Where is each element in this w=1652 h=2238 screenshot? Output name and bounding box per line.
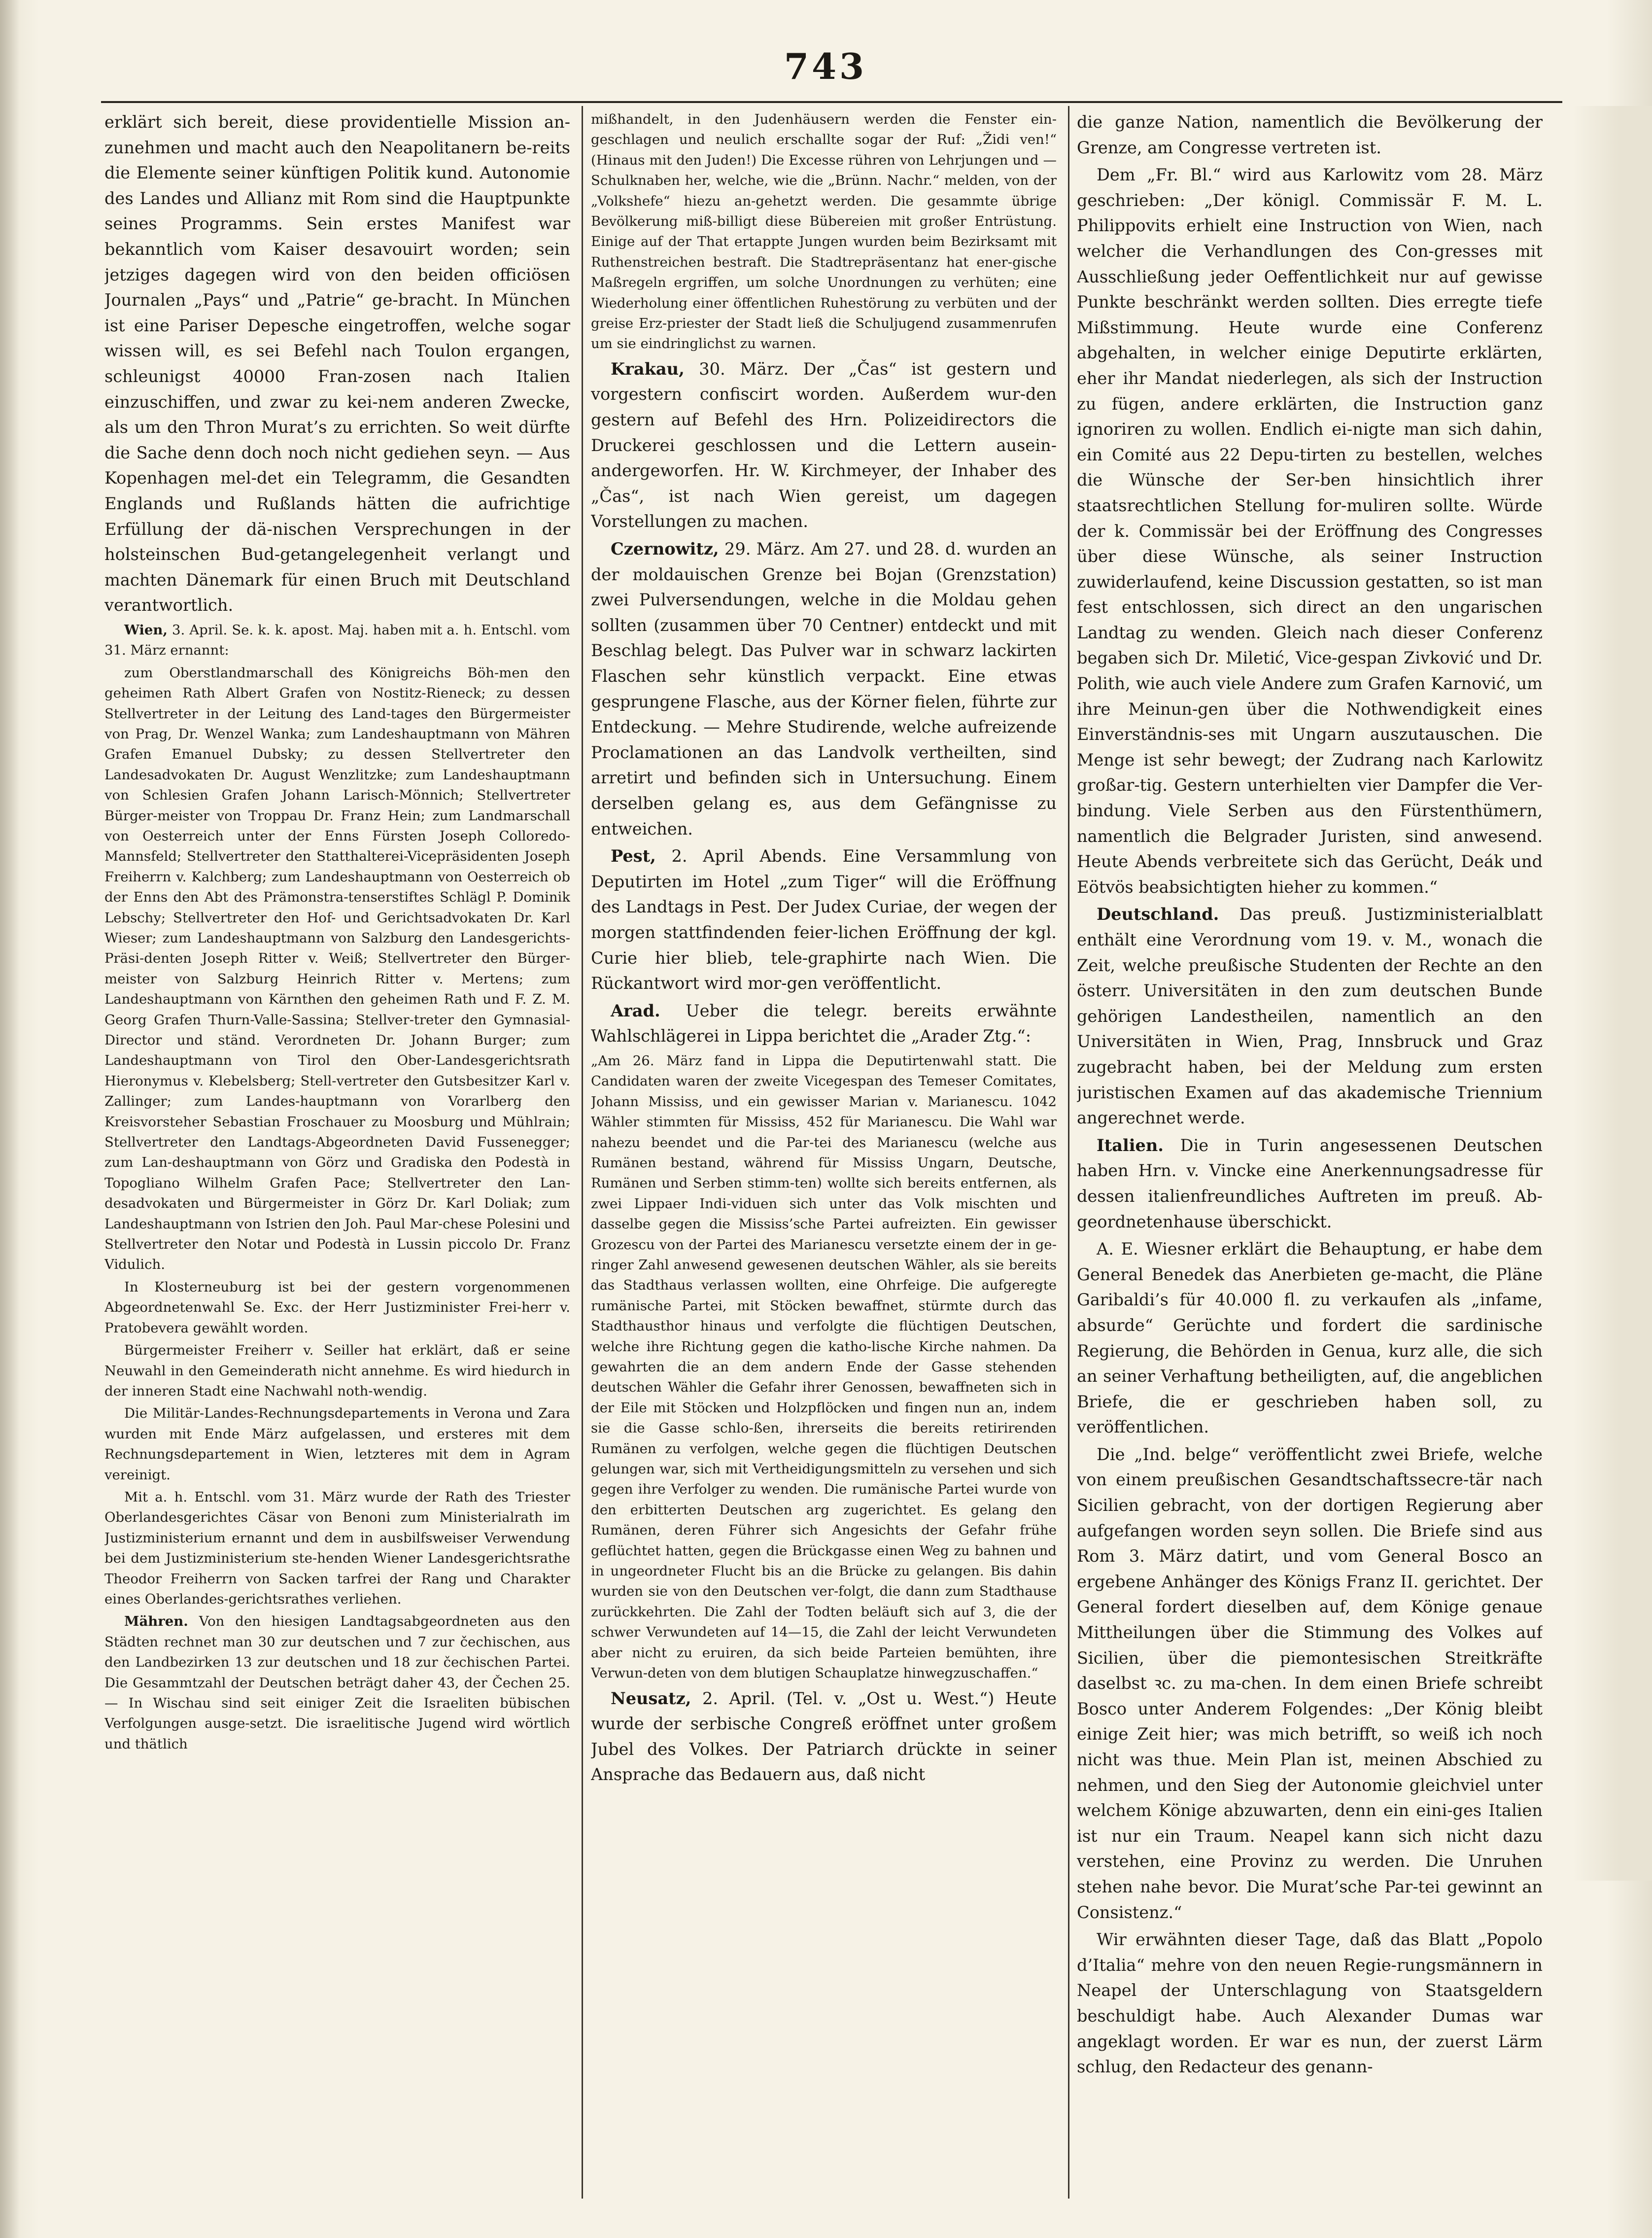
article-paragraph (1077, 1133, 1543, 1234)
paragraph-text: Ueber die telegr. bereits erwähnte Wahlschlägerei in Lippa berichtet die „Arader Ztg.“: (591, 1001, 1057, 1046)
header-rule (101, 101, 1562, 103)
paragraph-text: Mit a. h. Entschl. vom 31. März wurde der Rath des Triester Oberlandesgerichtes Cäsar von Benoni zum Ministerialrath im Justizministerium ernannt und dem in ausbilfsweiser Verwendung bei dem Justizministerium ste-henden Wiener Landesgerichtsrathe Theodor Freiherrn von Sacken tarfrei der Rang und Charakter eines Oberlandes-gerichtsrathes verliehen. (104, 1489, 570, 1607)
article-paragraph (1077, 1442, 1543, 1925)
article-paragraph (1077, 162, 1543, 900)
column-divider-2 (1068, 106, 1069, 2199)
dateline: Wien, (124, 622, 168, 638)
paragraph-text: erklärt sich bereit, diese providentielle Mission an-zunehmen und macht auch den Neapolitanern be-reits die Elemente seiner künftigen Politik kund. Autonomie des Landes und Allianz mit Rom sind die Hauptpunkte seines Programms. Sein erstes Manifest war bekanntlich vom Kaiser desavouirt worden; sein jetziges dagegen wird von den beiden officiösen Journalen „Pays“ und „Patrie“ ge-bracht. In München ist eine Pariser Depesche eingetroffen, welche sogar wissen will, es sei Befehl nach Toulon ergangen, schleunigst 40000 Fran-zosen nach Italien einzuschiffen, und zwar zu kei-nem anderen Zwecke, als um den Thron Murat’s zu errichten. So weit dürfte die Sache denn doch noch nicht gediehen seyn. — Aus Kopenhagen mel-det ein Telegramm, die Gesandten Englands und Rußlands hätten die aufrichtige Erfüllung der dä-nischen Versprechungen in der holsteinschen Bud-getangelegenheit verlangt und machten Dänemark für einen Bruch mit Deutschland verantwortlich. (104, 112, 570, 615)
article-paragraph (591, 843, 1057, 996)
article-paragraph (591, 1686, 1057, 1787)
dateline: Krakau, (611, 358, 685, 379)
article-paragraph (104, 1487, 570, 1609)
article-paragraph (591, 109, 1057, 354)
article-paragraph (104, 109, 570, 618)
article-paragraph (591, 1051, 1057, 1684)
article-paragraph (104, 620, 570, 661)
text-column-3 (1077, 109, 1543, 2204)
paragraph-text: zum Oberstlandmarschall des Königreichs Böh-men den geheimen Rath Albert Grafen von Nostitz-Rieneck; zu dessen Stellvertreter in der Leitung des Land-tages den Bürgermeister von Prag, Dr. Wenzel Wanka; zum Landeshauptmann von Mähren Grafen Emanuel Dubsky; zu dessen Stellvertreter den Landesadvokaten Dr. August Wenzlitzke; zum Landeshauptmann von Schlesien Grafen Johann Larisch-Mönnich; Stellvertreter Bürger-meister von Troppau Dr. Franz Hein; zum Landmarschall von Oesterreich unter der Enns Fürsten Joseph Colloredo-Mannsfeld; Stellvertreter den Statthalterei-Vicepräsidenten Joseph Freiherrn v. Kalchberg; zum Landeshauptmann von Oesterreich ob der Enns den Abt des Prämonstra-tenserstiftes Schlägl P. Dominik Lebschy; Stellvertreter den Hof- und Gerichtsadvokaten Dr. Karl Wieser; zum Landeshauptmann von Salzburg den Landesgerichts-Präsi-denten Joseph Ritter v. Weiß; Stellvertreter den Bürger-meister von Salzburg Heinrich Ritter v. Mertens; zum Landeshauptmann von Kärnthen den geheimen Rath und F. Z. M. Georg Grafen Thurn-Valle-Sassina; Stellver-treter den Gymnasial-Director und ständ. Verordneten Dr. Johann Burger; zum Landeshauptmann von Tirol den Ober-Landesgerichtsrath Hieronymus v. Klebelsberg; Stell-vertreter den Gutsbesitzer Karl v. Zallinger; zum Landes-hauptmann von Vorarlberg den Kreisvorsteher Sebastian Froschauer zu Moosburg und Mühlrain; Stellvertreter den Landtags-Abgeordneten David Fussenegger; zum Lan-deshauptmann von Görz und Gradiska den Podestà in Topogliano Wilhelm Grafen Pace; Stellvertreter den Lan-desadvokaten und Bürgermeister in Görz Dr. Karl Doliak; zum Landeshauptmann von Istrien den Joh. Paul Mar-chese Polesini und Stellvertreter den Notar und Podestà in Lussin piccolo Dr. Franz Vidulich. (104, 664, 570, 1273)
paragraph-text: Die in Turin angesessenen Deutschen haben Hrn. v. Vincke eine Anerkennungsadresse für dessen italienfreundliches Auftreten im preuß. Ab-geordnetenhause überschickt. (1077, 1135, 1543, 1231)
article-paragraph (104, 1611, 570, 1754)
article-paragraph (104, 1403, 570, 1485)
paragraph-text: Bürgermeister Freiherr v. Seiller hat erklärt, daß er seine Neuwahl in den Gemeinderath nicht annehme. Es wird hiedurch in der inneren Stadt eine Nachwahl noth-wendig. (104, 1342, 570, 1399)
dateline: Czernowitz, (611, 539, 719, 559)
paragraph-text: Die Militär-Landes-Rechnungsdepartements in Verona und Zara wurden mit Ende März aufgelassen, und ersteres mit dem Rechnungsdepartement in Wien, letzteres mit dem in Agram vereinigt. (104, 1405, 570, 1483)
article-paragraph (591, 356, 1057, 534)
paragraph-text: A. E. Wiesner erklärt die Behauptung, er habe dem General Benedek das Anerbieten ge-macht, die Pläne Garibaldi’s für 40.000 fl. zu verkaufen als „infame, absurde“ Gerüchte und fordert die sardinische Regierung, die Behörden in Genua, kurz alle, die sich an seiner Verhaftung betheiligten, auf, die angeblichen Briefe, die er geschrieben haben soll, zu veröffentlichen. (1077, 1239, 1543, 1437)
dateline: Pest, (611, 846, 656, 866)
dateline: Deutschland. (1097, 904, 1219, 924)
article-paragraph (1077, 109, 1543, 160)
paragraph-text: 30. März. Der „Čas“ ist gestern und vorgestern confiscirt worden. Außerdem wur-den gestern auf Befehl des Hrn. Polizeidirectors die Druckerei geschlossen und die Lettern ausein-andergeworfen. Hr. W. Kirchmeyer, der Inhaber des „Čas“, ist nach Wien gereist, um dagegen Vorstellungen zu machen. (591, 359, 1057, 531)
article-paragraph (591, 536, 1057, 841)
dateline: Italien. (1097, 1135, 1164, 1155)
paragraph-text: mißhandelt, in den Judenhäusern werden die Fenster ein-geschlagen und neulich erschallte sogar der Ruf: „Židi ven!“ (Hinaus mit den Juden!) Die Excesse rühren von Lehrjungen und — Schulknaben her, welche, wie die „Brünn. Nachr.“ melden, von der „Volkshefe“ hiezu an-gehetzt werden. Die gesammte übrige Bevölkerung miß-billigt diese Bübereien mit großer Entrüstung. Einige auf der That ertappte Jungen wurden beim Bezirksamt mit Ruthenstreichen bestraft. Die Stadtrepräsentanz hat ener-gische Maßregeln ergriffen, um solche Unordnungen zu verhüten; eine Wiederholung einer öffentlichen Ruhestörung zu verbüten und der greise Erz-priester der Stadt ließ die Schuljugend zusammenrufen um sie eindringlichst zu warnen. (591, 111, 1057, 352)
facing-page-edge (1572, 106, 1652, 1881)
article-paragraph (1077, 902, 1543, 1130)
paragraph-text: 2. April Abends. Eine Versammlung von Deputirten im Hotel „zum Tiger“ will die Eröffnung des Landtags in Pest. Der Judex Curiae, der wegen der morgen stattfindenden feier-lichen Eröffnung der kgl. Curie hier blieb, tele-graphirte nach Wien. Die Rückantwort wird mor-gen veröffentlicht. (591, 846, 1057, 993)
dateline: Arad. (611, 1000, 660, 1020)
binding-shadow (0, 0, 20, 2238)
paragraph-text: Dem „Fr. Bl.“ wird aus Karlowitz vom 28. März geschrieben: „Der königl. Commissär F. M. L. Philippovits erhielt eine Instruction von Wien, nach welcher die Verhandlungen des Con-gresses mit Ausschließung jeder Oeffentlichkeit nur auf gewisse Punkte beschränkt werden sollten. Dies erregte tiefe Mißstimmung. Heute wurde eine Conferenz abgehalten, in welcher einige Deputirte erklärten, eher ihr Mandat niederlegen, als sich der Instruction zu fügen, andere erklärten, die Instruction ganz ignoriren zu wollen. Endlich ei-nigte man sich dahin, ein Comité aus 22 Depu-tirten zu bestellen, welches die Wünsche der Ser-ben hinsichtlich ihrer staatsrechtlichen Stellung for-muliren sollte. Würde der k. Commissär bei der Eröffnung des Congresses über diese Wünsche, als seiner Instruction zuwiderlaufend, keine Discussion gestatten, so ist man fest entschlossen, sich direct an den ungarischen Landtag zu wenden. Gleich nach dieser Conferenz begaben sich Dr. Miletić, Vice-gespan Zivković und Dr. Polith, wie auch viele Andere zum Grafen Karnović, um ihre Meinun-gen über die Nothwendigkeit eines Einverständnis-ses mit Ungarn auszutauschen. Die Menge ist sehr bewegt; der Zudrang nach Karlowitz großar-tig. Gestern unterhielten vier Dampfer die Ver-bindung. Viele Serben aus den Fürstenthümern, namentlich die Belgrader Juristen, sind anwesend. Heute Abends verbreitete sich das Gerücht, Deák und Eötvös beabsichtigten hieher zu kommen.“ (1077, 165, 1543, 897)
paragraph-text: 29. März. Am 27. und 28. d. wurden an der moldauischen Grenze bei Bojan (Grenzstation) zwei Pulversendungen, welche in die Moldau gehen sollten (zusammen über 70 Centner) entdeckt und mit Beschlag belegt. Das Pulver war in schwarz lackirten Flaschen sehr künstlich verpackt. Eine etwas gesprungene Flasche, aus der Körner fielen, führte zur Entdeckung. — Mehre Studirende, welche aufreizende Proclamationen an das Landvolk vertheilten, sind arretirt und befinden sich in Untersuchung. Einem derselben gelang es, aus dem Gefängnisse zu entweichen. (591, 539, 1057, 839)
paragraph-text: Die „Ind. belge“ veröffentlicht zwei Briefe, welche von einem preußischen Gesandtschaftssecre-tär nach Sicilien gebracht, von der dortigen Regierung aber aufgefangen worden seyn sollen. Die Briefe sind aus Rom 3. März datirt, und vom General Bosco an ergebene Anhänger des Königs Franz II. gerichtet. Der General fordert dieselben auf, dem Könige genaue Mittheilungen über die Stimmung des Volkes auf Sicilien, über die piemontesischen Streitkräfte daselbst ꝛc. zu ma-chen. In dem einen Briefe schreibt Bosco unter Anderem Folgendes: „Der König bleibt einige Zeit hier; was mich betrifft, so weiß ich noch nicht was thue. Mein Plan ist, meinen Abschied zu nehmen, und den Sieg der Autonomie gleichviel unter welchem Könige abzuwarten, denn ein eini-ges Italien ist nur ein Traum. Neapel kann sich nicht dazu verstehen, eine Provinz zu werden. Die Unruhen stehen nahe bevor. Die Murat’sche Par-tei gewinnt an Consistenz.“ (1077, 1444, 1543, 1922)
paragraph-text: Wir erwähnten dieser Tage, daß das Blatt „Popolo d’Italia“ mehre von den neuen Regie-rungsmännern in Neapel der Unterschlagung von Staatsgeldern beschuldigt habe. Auch Alexander Dumas war angeklagt worden. Er war es nun, der zuerst Lärm schlug, den Redacteur des genann- (1077, 1930, 1543, 2077)
paragraph-text: In Klosterneuburg ist bei der gestern vorgenommenen Abgeordnetenwahl Se. Exc. der Herr Justizminister Frei-herr v. Pratobevera gewählt worden. (104, 1279, 570, 1336)
column-divider-1 (582, 106, 583, 2199)
dateline: Neusatz, (611, 1688, 691, 1708)
text-column-1 (104, 109, 570, 2204)
article-paragraph (104, 1340, 570, 1401)
paragraph-text: die ganze Nation, namentlich die Bevölkerung der Grenze, am Congresse vertreten ist. (1077, 112, 1543, 157)
paragraph-text: 3. April. Se. k. k. apost. Maj. haben mit a. h. Entschl. vom 31. März ernannt: (104, 622, 570, 659)
article-paragraph (1077, 1236, 1543, 1440)
article-paragraph (1077, 1927, 1543, 2080)
paragraph-text: „Am 26. März fand in Lippa die Deputirtenwahl statt. Die Candidaten waren der zweite Vicegespan des Temeser Comitates, Johann Mississ, und ein gewisser Marian v. Marianescu. 1042 Wähler stimmten für Mississ, 452 für Marianescu. Die Wahl war nahezu beendet und die Par-tei des Marianescu (welche aus Rumänen bestand, während für Mississ Ungarn, Deutsche, Rumänen und Serben stimm-ten) wollte sich bereits entfernen, als zwei Lippaer Indi-viduen sich unter das Volk mischten und dasselbe gegen die Mississ’sche Partei aufreizten. Ein gewisser Grozescu von der Partei des Marianescu versetzte einem der in ge-ringer Zahl anwesend gewesenen deutschen Wähler, als sie bereits das Stadthaus verlassen wollten, eine Ohrfeige. Die aufgeregte rumänische Partei, mit Stöcken bewaffnet, stürmte durch das Stadthausthor hinaus und verfolgte die flüchtigen Deutschen, welche ihre Richtung gegen die katho-lische Kirche nahmen. Da gewahrten die an dem andern Ende der Gasse stehenden deutschen Wähler die Gefahr ihrer Genossen, bewaffneten sich in der Eile mit Stöcken und Holzpflöcken und fingen nun an, indem sie die Gasse schlo-ßen, ihrerseits die bereits retirirenden Rumänen zu verfolgen, welche gegen die flüchtigen Deutschen gelungen war, sich mit Vertheidigungsmitteln zu versehen und sich gegen ihre Verfolger zu wenden. Die rumänische Partei wurde von den erbitterten Deutschen arg zugerichtet. Es gelang den Rumänen, deren Führer sich Angesichts der Gefahr frühe geflüchtet hatten, gegen die Brückgasse einen Weg zu bahnen und in ungeordneter Flucht bis an die Brücke zu gelangen. Bis dahin wurden sie von den Deutschen ver-folgt, die dann zum Stadthause zurückkehrten. Die Zahl der Todten beläuft sich auf 3, die der schwer Verwundeten auf 14—15, die Zahl der leicht Verwundeten aber nicht zu eruiren, da sich beide Parteien bemühten, ihre Verwun-deten von dem blutigen Schauplatze hinwegzuschaffen.“ (591, 1052, 1057, 1681)
article-paragraph (104, 1277, 570, 1338)
text-column-2 (591, 109, 1057, 2204)
article-paragraph (104, 663, 570, 1275)
page-number: 743 (784, 45, 867, 87)
article-paragraph (591, 998, 1057, 1049)
paragraph-text: Das preuß. Justizministerialblatt enthält eine Verordnung vom 19. v. M., wonach die Zeit, welche preußische Studenten der Rechte an den österr. Universitäten in den zum deutschen Bunde gehörigen Landestheilen, namentlich an den Universitäten in Wien, Prag, Innsbruck und Graz zugebracht haben, bei der Meldung zum ersten juristischen Examen auf das akademische Triennium angerechnet werde. (1077, 905, 1543, 1128)
paragraph-text: Von den hiesigen Landtagsabgeordneten aus den Städten rechnet man 30 zur deutschen und 7 zur čechischen, aus den Landbezirken 13 zur deutschen und 18 zur čechischen Partei. Die Gesammtzahl der Deutschen beträgt daher 43, der Čechen 25. — In Wischau sind seit einiger Zeit die Israeliten bübischen Verfolgungen ausge-setzt. Die israelitische Jugend wird wörtlich und thätlich (104, 1613, 570, 1752)
paragraph-text: 2. April. (Tel. v. „Ost u. West.“) Heute wurde der serbische Congreß eröffnet unter großem Jubel des Volkes. Der Patriarch drückte in seiner Ansprache das Bedauern aus, daß nicht (591, 1688, 1057, 1784)
dateline: Mähren. (124, 1613, 188, 1630)
